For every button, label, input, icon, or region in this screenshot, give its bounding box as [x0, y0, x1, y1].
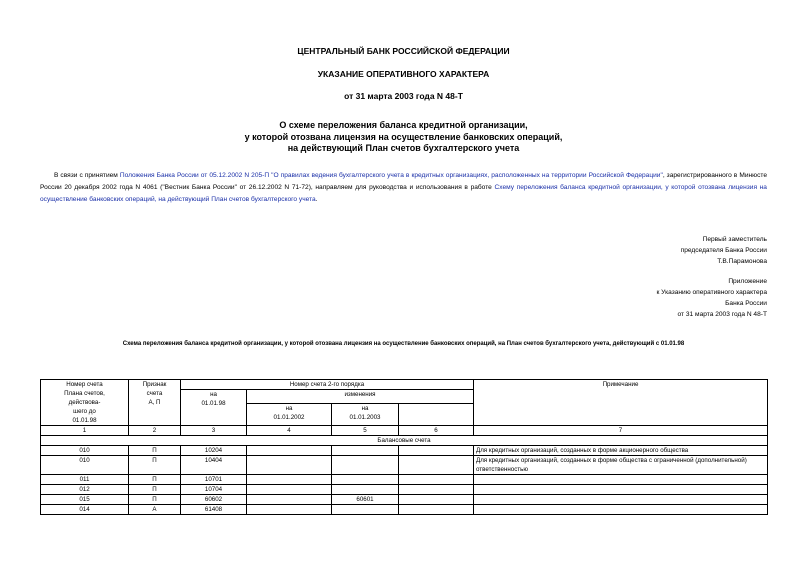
cell-sign: П	[129, 495, 181, 505]
cell-sign: А	[129, 505, 181, 515]
cell-account-98: 60602	[181, 495, 247, 505]
title-line-1: О схеме переложения баланса кредитной организации,	[279, 120, 528, 130]
col-number-6: 6	[399, 426, 474, 436]
cell-account: 012	[41, 485, 129, 495]
document-title	[0, 120, 807, 155]
appendix-to: к Указанию оперативного характера	[656, 289, 767, 296]
signature-position-2: председателя Банка России	[680, 247, 767, 254]
cell-account-98: 10204	[181, 446, 247, 456]
cell-account-2003	[332, 446, 399, 456]
appendix-label: Приложение	[728, 278, 767, 285]
cell-account-2003	[332, 475, 399, 485]
cell-account: 010	[41, 446, 129, 456]
header-on-2003-label: на	[361, 404, 369, 412]
cell-account-98: 61408	[181, 505, 247, 515]
schema-title: Схема переложения баланса кредитной организации, у которой отозвана лицензия на осуществление банковских операций, на План счетов бухгалтерского учета, действующий с 01.01.98	[122, 341, 685, 347]
cell-account-2002	[247, 485, 332, 495]
table-row	[41, 505, 768, 515]
body-paragraph	[40, 170, 767, 206]
cell-account: 015	[41, 495, 129, 505]
table-row	[41, 495, 768, 505]
header-on-01-01-98-cell	[181, 390, 247, 426]
body-end: .	[315, 196, 318, 203]
cell-account-2003	[332, 485, 399, 495]
signature-position-1: Первый заместитель	[702, 236, 767, 243]
cell-account-2003	[332, 505, 399, 515]
cell-note	[474, 485, 768, 495]
cell-note: Для кредитных организаций, созданных в форме общества с ограниченной (дополнительной) ответственностью	[474, 456, 768, 475]
appendix-bank: Банка России	[725, 300, 767, 307]
cell-note	[474, 505, 768, 515]
title-line-3: на действующий План счетов бухгалтерского учета	[287, 143, 520, 153]
header-on-label: на	[210, 391, 217, 398]
header-note: Примечание	[474, 380, 768, 426]
col-number-4: 4	[247, 426, 332, 436]
cell-account: 011	[41, 475, 129, 485]
header-account-line-4: шего до	[73, 408, 96, 415]
cell-sign: П	[129, 485, 181, 495]
col-number-7: 7	[474, 426, 768, 436]
cell-account-2002	[247, 505, 332, 515]
cell-note: Для кредитных организаций, созданных в форме акционерного общества	[474, 446, 768, 456]
cell-account-2002	[247, 456, 332, 475]
header-account-line-5: 01.01.98	[72, 417, 97, 424]
document-date: от 31 марта 2003 года N 48-Т	[344, 91, 463, 101]
table-row	[41, 485, 768, 495]
cell-account-98: 10701	[181, 475, 247, 485]
header-on-date: 01.01.98	[201, 400, 226, 407]
table-section-row	[41, 436, 768, 446]
cell-note	[474, 475, 768, 485]
table-row	[41, 446, 768, 456]
cell-extra	[399, 475, 474, 485]
header-sign-line-2: счета	[146, 390, 163, 397]
cell-extra	[399, 495, 474, 505]
regulation-link[interactable]: Положения Банка России от 05.12.2002 N 205-П "О правилах ведения бухгалтерского учета в кредитных организациях, расположенных на территории Российской Федерации"	[119, 172, 663, 179]
header-2003-cell	[332, 403, 399, 426]
cell-extra	[399, 446, 474, 456]
col-number-3: 3	[181, 426, 247, 436]
table-header-row-1	[41, 380, 768, 390]
header-second-order-account: Номер счета 2-го порядка	[181, 380, 474, 390]
header-changes: изменения	[247, 390, 474, 404]
signature-name: Т.В.Парамонова	[717, 258, 767, 265]
title-line-2: у которой отозвана лицензия на осуществление банковских операций,	[244, 131, 563, 142]
cell-account-98: 10704	[181, 485, 247, 495]
col-number-5: 5	[332, 426, 399, 436]
header-empty-cell	[399, 403, 474, 426]
cell-extra	[399, 485, 474, 495]
appendix-date: от 31 марта 2003 года N 48-Т	[677, 311, 767, 318]
header-sign-cell	[129, 380, 181, 426]
cell-account-2002	[247, 446, 332, 456]
header-on-2002-label: на	[285, 404, 293, 412]
cell-sign: П	[129, 456, 181, 475]
appendix-block	[467, 276, 767, 320]
schema-table	[40, 379, 768, 515]
cell-extra	[399, 505, 474, 515]
table-row	[41, 456, 768, 475]
header-2002-cell	[247, 403, 332, 426]
header-2003-date: 01.01.2003	[349, 413, 381, 421]
col-number-2: 2	[129, 426, 181, 436]
document-type: УКАЗАНИЕ ОПЕРАТИВНОГО ХАРАКТЕРА	[317, 69, 490, 79]
cell-account-2003	[332, 456, 399, 475]
cell-account: 014	[41, 505, 129, 515]
cell-sign: П	[129, 446, 181, 456]
cell-note	[474, 495, 768, 505]
header-account-line-2: Плана счетов,	[64, 390, 105, 397]
body-middle: , зарегистрированного в Минюсте России 20 декабря 2002 года N 4061 ("Вестник Банка России" от 26.12.2002 N 71-72), направляем для руководства и использования в работе	[40, 172, 767, 191]
table-number-row	[41, 426, 768, 436]
header-2002-date: 01.01.2002	[273, 413, 305, 421]
cell-account-2002	[247, 495, 332, 505]
header-sign-line-3: А, П	[148, 399, 161, 406]
table-row	[41, 475, 768, 485]
schema-link[interactable]: Схему переложения баланса кредитной организации, у которой отозвана лицензия на осуществление банковских операций, на действующий План счетов бухгалтерского учета	[40, 184, 767, 203]
col-number-1: 1	[41, 426, 129, 436]
cell-account-2002	[247, 475, 332, 485]
header-account-cell	[41, 380, 129, 426]
cell-account-98: 10404	[181, 456, 247, 475]
cell-extra	[399, 456, 474, 475]
body-intro: В связи с принятием	[54, 172, 120, 179]
header-account-line-3: действова-	[68, 399, 101, 406]
cell-sign: П	[129, 475, 181, 485]
header-account-line-1: Номер счета	[66, 381, 103, 388]
bank-name: ЦЕНТРАЛЬНЫЙ БАНК РОССИЙСКОЙ ФЕДЕРАЦИИ	[297, 46, 510, 56]
signature-block	[467, 234, 767, 267]
section-balance-accounts: Балансовые счета	[41, 436, 768, 446]
header-sign-line-1: Признак	[142, 381, 167, 388]
cell-account: 010	[41, 456, 129, 475]
cell-account-2003: 60601	[332, 495, 399, 505]
